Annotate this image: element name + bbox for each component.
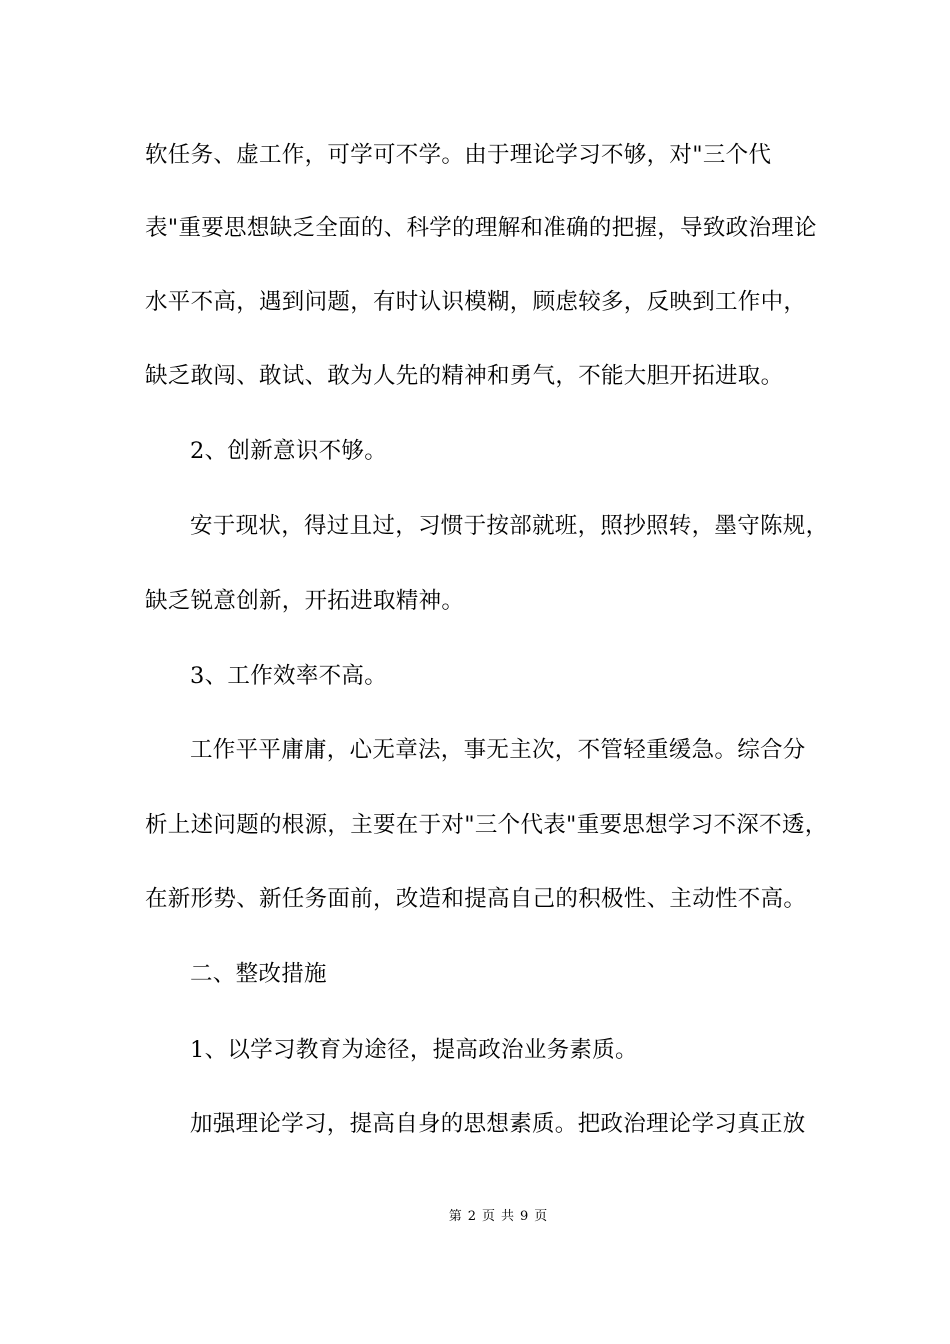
footer-total-pages: 9 [520, 1209, 529, 1224]
section-heading: 2、创新意识不够。 [190, 438, 388, 464]
paragraph-first-line: 加强理论学习，提高自身的思想素质。把政治理论学习真正放 [190, 1111, 806, 1137]
text-line: 缺乏锐意创新，开拓进取精神。 [145, 588, 465, 614]
footer-suffix: 页 [534, 1209, 548, 1224]
subsection-heading: 1、以学习教育为途径，提高政治业务素质。 [190, 1037, 638, 1063]
footer-page-word: 页 [481, 1209, 495, 1224]
text-line: 析上述问题的根源，主要在于对"三个代表"重要思想学习不深不透， [145, 812, 828, 838]
section-heading: 3、工作效率不高。 [190, 663, 388, 689]
text-line: 缺乏敢闯、敢试、敢为人先的精神和勇气，不能大胆开拓进取。 [145, 363, 784, 389]
footer-current-page: 2 [467, 1209, 476, 1224]
text-line: 水平不高，遇到问题，有时认识模糊，顾虑较多，反映到工作中， [145, 289, 807, 315]
text-line: 在新形势、新任务面前，改造和提高自己的积极性、主动性不高。 [145, 886, 807, 912]
paragraph-first-line: 工作平平庸庸，心无章法，事无主次，不管轻重缓急。综合分 [190, 737, 806, 763]
paragraph-first-line: 安于现状，得过且过，习惯于按部就班，照抄照转，墨守陈规， [190, 513, 829, 539]
page-footer [0, 1208, 950, 1226]
footer-total-word: 共 [501, 1209, 515, 1224]
section-heading: 二、整改措施 [190, 961, 327, 987]
footer-prefix: 第 [448, 1209, 462, 1224]
text-line: 软任务、虚工作，可学可不学。由于理论学习不够，对"三个代 [145, 142, 772, 168]
text-line: 表"重要思想缺乏全面的、科学的理解和准确的把握，导致政治理论 [145, 215, 817, 241]
